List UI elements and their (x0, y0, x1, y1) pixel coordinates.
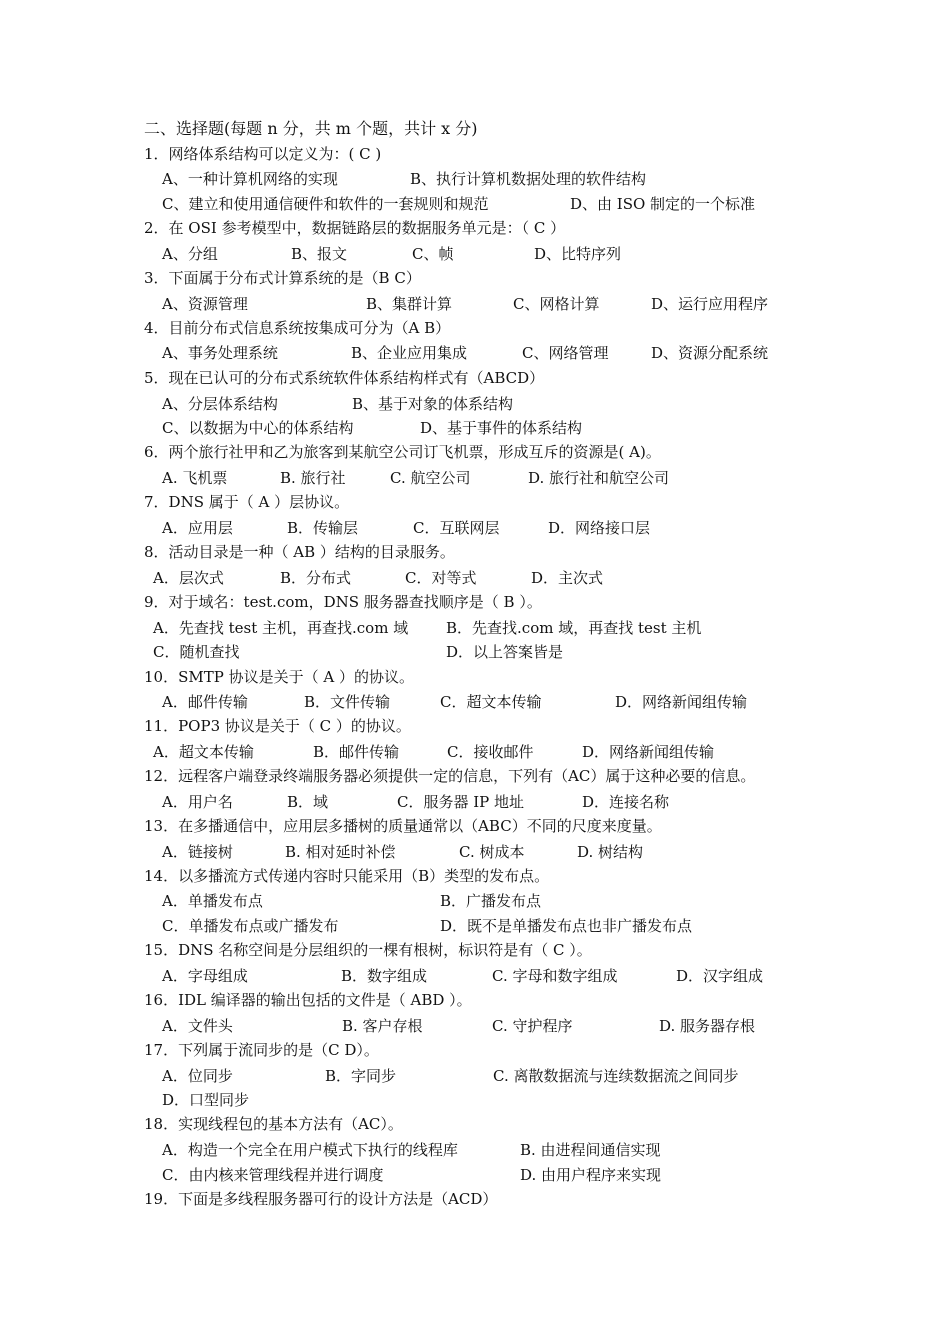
option-a: A．超文本传输 (153, 743, 254, 761)
option-a: A、分组 (162, 245, 218, 263)
option-b: B．字同步 (325, 1067, 397, 1085)
option-b: B．传输层 (287, 519, 359, 537)
option-a: A、资源管理 (162, 295, 248, 313)
question-stem: 18．实现线程包的基本方法有（AC）。 (144, 1115, 403, 1133)
option-d: D．以上答案皆是 (446, 643, 564, 661)
option-b: B. 相对延时补偿 (285, 843, 396, 861)
option-a: A、事务处理系统 (162, 344, 278, 362)
option-d: D．既不是单播发布点也非广播发布点 (440, 917, 693, 935)
option-d: D. 服务器存根 (659, 1017, 756, 1035)
option-d: D．汉字组成 (676, 967, 764, 985)
option-d: D、资源分配系统 (651, 344, 769, 362)
option-b: B、企业应用集成 (351, 344, 468, 362)
option-c: C．接收邮件 (447, 743, 534, 761)
option-c: C. 航空公司 (390, 469, 471, 487)
question-stem: 1．网络体系结构可以定义为：( C ) (144, 145, 382, 163)
question-stem: 9．对于域名：test.com，DNS 服务器查找顺序是（ B ）。 (144, 593, 542, 611)
option-b: B. 由进程间通信实现 (520, 1141, 661, 1159)
option-b: B、基于对象的体系结构 (352, 395, 514, 413)
option-c: C．服务器 IP 地址 (397, 793, 525, 811)
option-d: D、基于事件的体系结构 (420, 419, 583, 437)
option-c: C、网格计算 (513, 295, 600, 313)
question-stem: 2．在 OSI 参考模型中，数据链路层的数据服务单元是：（ C ） (144, 219, 566, 237)
option-d: D. 由用户程序来实现 (520, 1166, 662, 1184)
option-c: C. 离散数据流与连续数据流之间同步 (493, 1067, 739, 1085)
option-a: A. 飞机票 (162, 469, 228, 487)
option-b: B. 客户存根 (342, 1017, 423, 1035)
section-title: 二、选择题(每题 n 分，共 m 个题，共计 x 分) (144, 119, 478, 138)
option-c: C. 字母和数字组成 (492, 967, 618, 985)
question-stem: 19．下面是多线程服务器可行的设计方法是（ACD） (144, 1190, 498, 1208)
question-stem: 11．POP3 协议是关于（ C ）的协议。 (144, 717, 411, 735)
option-a: A．应用层 (162, 519, 233, 537)
option-a: A．链接树 (162, 843, 233, 861)
question-stem: 4．目前分布式信息系统按集成可分为（A B） (144, 319, 451, 337)
question-stem: 15．DNS 名称空间是分层组织的一棵有根树，标识符是有（ C ）。 (144, 941, 592, 959)
option-a: A．层次式 (153, 569, 224, 587)
question-stem: 10．SMTP 协议是关于（ A ）的协议。 (144, 668, 414, 686)
option-a: A．文件头 (162, 1017, 233, 1035)
option-b: B．分布式 (280, 569, 352, 587)
question-stem: 3．下面属于分布式计算系统的是（B C） (144, 269, 421, 287)
option-b: B、执行计算机数据处理的软件结构 (410, 170, 647, 188)
option-c: C．单播发布点或广播发布 (162, 917, 339, 935)
option-d: D．主次式 (531, 569, 604, 587)
option-c: C．随机查找 (153, 643, 240, 661)
option-c: C．由内核来管理线程并进行调度 (162, 1166, 384, 1184)
option-c: C．互联网层 (413, 519, 500, 537)
option-b: B、报文 (291, 245, 348, 263)
option-a: A．单播发布点 (162, 892, 263, 910)
option-a: A．先查找 test 主机，再查找.com 域 (153, 619, 409, 637)
option-b: B．域 (287, 793, 329, 811)
option-d: D、运行应用程序 (651, 295, 769, 313)
option-d: D、比特序列 (534, 245, 622, 263)
question-stem: 8．活动目录是一种（ AB ）结构的目录服务。 (144, 543, 455, 561)
option-c: C、以数据为中心的体系结构 (162, 419, 354, 437)
question-stem: 7．DNS 属于（ A ）层协议。 (144, 493, 350, 511)
option-b: B．邮件传输 (313, 743, 400, 761)
option-c: C、网络管理 (522, 344, 609, 362)
option-a: A．邮件传输 (162, 693, 248, 711)
question-stem: 13．在多播通信中，应用层多播树的质量通常以（ABC）不同的尺度来度量。 (144, 817, 662, 835)
option-c: C、帧 (412, 245, 454, 263)
option-b: B、集群计算 (366, 295, 453, 313)
question-stem: 12．远程客户端登录终端服务器必须提供一定的信息，下列有（AC）属于这种必要的信息。 (144, 767, 756, 785)
question-stem: 14．以多播流方式传递内容时只能采用（B）类型的发布点。 (144, 867, 550, 885)
question-stem: 6．两个旅行社甲和乙为旅客到某航空公司订飞机票，形成互斥的资源是( A)。 (144, 443, 661, 461)
option-a: A．用户名 (162, 793, 233, 811)
option-a: A．字母组成 (162, 967, 248, 985)
option-c: C. 树成本 (459, 843, 525, 861)
option-b: B．广播发布点 (440, 892, 542, 910)
option-d: D. 旅行社和航空公司 (528, 469, 670, 487)
option-a: A．构造一个完全在用户模式下执行的线程库 (162, 1141, 458, 1159)
option-b: B．先查找.com 域，再查找 test 主机 (446, 619, 702, 637)
option-d: D．网络新闻组传输 (615, 693, 748, 711)
question-stem: 16．IDL 编译器的输出包括的文件是（ ABD ）。 (144, 991, 472, 1009)
option-b: B．数字组成 (341, 967, 428, 985)
option-d: D．网络接口层 (548, 519, 651, 537)
option-d: D．口型同步 (162, 1091, 250, 1109)
option-c: C．对等式 (405, 569, 477, 587)
option-a: A、一种计算机网络的实现 (162, 170, 338, 188)
option-a: A、分层体系结构 (162, 395, 278, 413)
option-b: B．文件传输 (304, 693, 391, 711)
option-d: D．网络新闻组传输 (582, 743, 715, 761)
option-c: C. 守护程序 (492, 1017, 573, 1035)
option-d: D、由 ISO 制定的一个标准 (570, 195, 756, 213)
option-d: D. 树结构 (577, 843, 644, 861)
question-stem: 17．下列属于流同步的是（C D）。 (144, 1041, 379, 1059)
option-c: C、建立和使用通信硬件和软件的一套规则和规范 (162, 195, 489, 213)
question-stem: 5．现在已认可的分布式系统软件体系结构样式有（ABCD） (144, 369, 545, 387)
option-a: A．位同步 (162, 1067, 233, 1085)
option-b: B. 旅行社 (280, 469, 346, 487)
option-c: C．超文本传输 (440, 693, 542, 711)
option-d: D．连接名称 (582, 793, 670, 811)
